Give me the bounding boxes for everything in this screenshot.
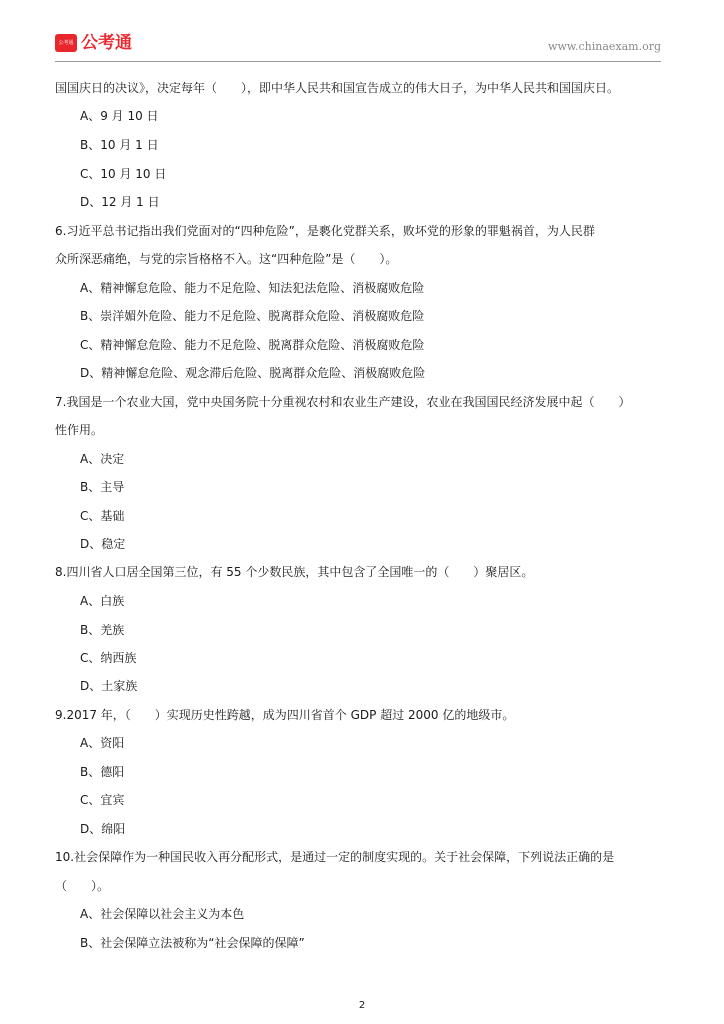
option-line: A、精神懈怠危险、能力不足危险、知法犯法危险、消极腐败危险 — [80, 281, 425, 295]
site-url: www.chinaexam.org — [548, 40, 661, 53]
question-line: 6.习近平总书记指出我们党面对的“四种危险”，是褻化党群关系，败坏党的形象的罪魁祸首，为人民群 — [55, 224, 595, 238]
option-line: C、纳西族 — [80, 651, 137, 665]
option-line: D、绵阳 — [80, 822, 126, 836]
option-line: D、土家族 — [80, 679, 138, 693]
question-line: 众所深恶痛绝，与党的宗旨格格不入。这“四种危险”是（ ）。 — [55, 252, 398, 266]
option-line: B、羌族 — [80, 623, 125, 637]
option-line: D、稳定 — [80, 537, 126, 551]
option-line: D、12 月 1 日 — [80, 195, 160, 209]
question-line: （ ）。 — [55, 879, 110, 893]
option-line: A、决定 — [80, 452, 125, 466]
question-line: 8.四川省人口居全国第三位，有 55 个少数民族，其中包含了全国唯一的（ ）聚居区。 — [55, 565, 534, 579]
logo — [55, 34, 132, 52]
option-line: B、崇洋媚外危险、能力不足危险、脱离群众危险、消极腐败危险 — [80, 309, 425, 323]
page-header — [55, 34, 661, 60]
option-line: B、10 月 1 日 — [80, 138, 159, 152]
question-line: 7.我国是一个农业大国，党中央国务院十分重视农村和农业生产建设，农业在我国国民经济发展中起（ ） — [55, 395, 631, 409]
page-number: 2 — [358, 1000, 366, 1011]
option-line: A、资阳 — [80, 736, 125, 750]
option-line: C、基础 — [80, 509, 125, 523]
logo-badge-icon: 公考通 — [55, 34, 77, 52]
option-line: C、10 月 10 日 — [80, 167, 167, 181]
logo-text: 公考通 — [81, 33, 132, 53]
option-line: D、精神懈怠危险、观念滞后危险、脱离群众危险、消极腐败危险 — [80, 366, 426, 380]
text-line: 国国庆日的决议》，决定每年（ ），即中华人民共和国宣告成立的伟大日子，为中华人民共和国国庆日。 — [55, 81, 620, 95]
option-line: A、9 月 10 日 — [80, 109, 159, 123]
option-line: B、德阳 — [80, 765, 125, 779]
option-line: B、主导 — [80, 480, 125, 494]
question-line: 10.社会保障作为一种国民收入再分配形式，是通过一定的制度实现的。关于社会保障，下列说法正确的是 — [55, 850, 615, 864]
option-line: B、社会保障立法被称为“社会保障的保障” — [80, 936, 305, 950]
option-line: A、白族 — [80, 594, 125, 608]
option-line: C、精神懈怠危险、能力不足危险、脱离群众危险、消极腐败危险 — [80, 338, 425, 352]
question-line: 性作用。 — [55, 423, 104, 437]
option-line: A、社会保障以社会主义为本色 — [80, 907, 245, 921]
option-line: C、宜宾 — [80, 793, 125, 807]
header-divider — [55, 61, 661, 62]
question-line: 9.2017 年，（ ）实现历史性跨越，成为四川省首个 GDP 超过 2000 亿的地级市。 — [55, 708, 515, 722]
